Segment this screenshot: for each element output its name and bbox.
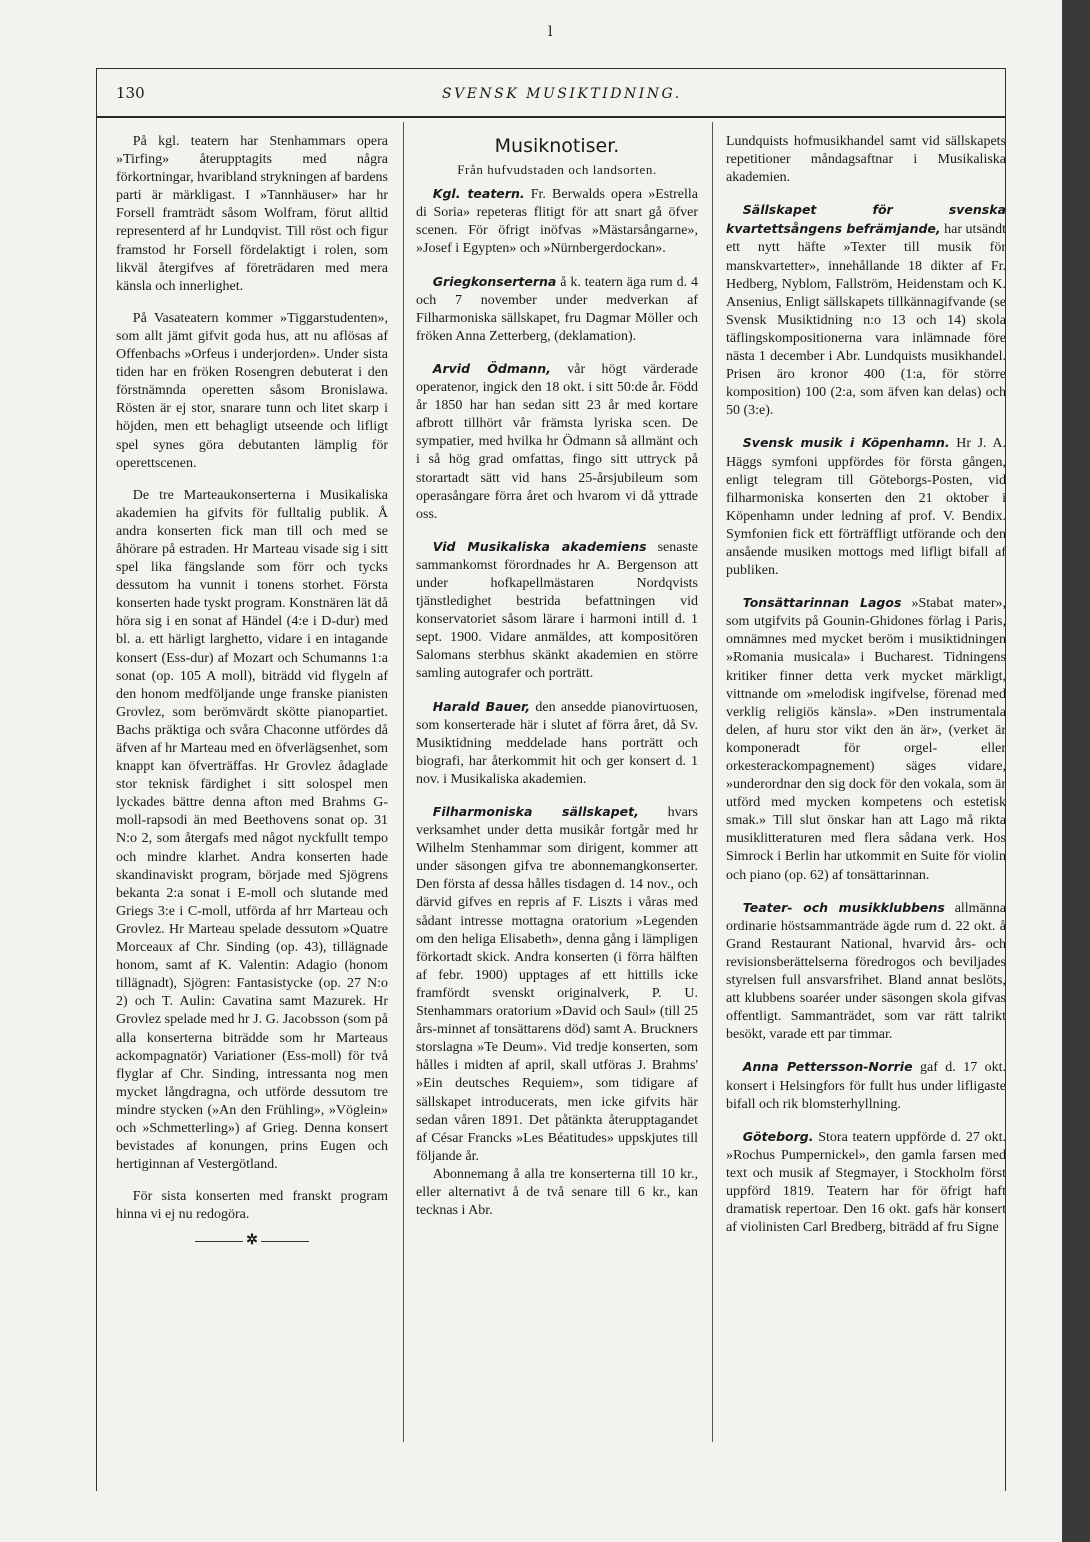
news-item: Vid Musikaliska akademiens senaste sammankomst förordnades hr A. Bergenson att under hofkapellmästaren Nordqvists tjänstledighet bestrida befattningen vid konservatoriet såsom lärare i harmoni intill d. 1 sept. 1900. Vidare anmäldes, att kompositören Salomans sterbhus skänkt akademien en större samling autografer och porträtt. (416, 538, 698, 682)
paragraph-marteau-concerts: De tre Marteaukonserterna i Musikaliska akademien ha gifvits för fulltalig publik. Å andra konserten fick man till och med se åhörare på estraden. Hr Marteau visade sig i sitt spel lika fängslande som förr och tycks dessutom ha vunnit i tonens storhet. Första konserten hade tyskt program. Konstnären lät då höra sig i en sonat af Händel (4:e i D-dur) med bl. a. ett härligt larghetto, vidare i en intagande konsert (Ess-dur) af Mozart och Schumanns 1:a sonat (op. 105 A moll), biträdd vid flygeln af den honom medföljande unge franske pianisten Grovlez, som berömvärdt skötte pianopartiet. Bachs präktiga och svåra Chaconne utfördes då äfven af hr Marteau med en öfverlägsenhet, som knappt kan öfverträffas. Hr Grovlez ådaglade stor teknisk färdighet i sitt solospel men lyckades bättre denna afton med Brahms G-moll-rapsodi än med Beethovens sonat op. 31 N:o 2, som återgafs med något nyckfullt tempo och mindre klarhet. Andra konserten hade skandinaviskt program, började med Sjögrens bekanta 2:a sonat i E-moll och slutande med Griegs 3:e i C-moll, utförda af hrr Marteau och Grovlez. Hr Marteau spelade dessutom »Quatre Morceaux af Chr. Sinding (op. 43), tillägnade honom, samt af K. Valentin: Adagio (honom tillägnadt), Sjögren: Fantasistycke (op. 27 N:o 2) och T. Aulin: Cavatina samt Mazurek. Hr Grovlez spelade med hr J. G. Jacobsson (som på alla konserterna biträdde som hr Marteaus ackompagnatör) Variationer (Ess-moll) för två flyglar af Chr. Sinding, intressanta nog men mycket långdragna, och utförde dessutom tre mindre stycken (»An den Frühling», »Vöglein» och »Schmetterling») af Grieg. Denna konsert bevistades af konungen, prins Eugen och hertiginnan af Vestergötland. (116, 487, 388, 1173)
continued-text: Lundquists hofmusikhandel samt vid sällskapets repetitioner måndagsaftnar i Musikaliska akademien. (726, 134, 1006, 186)
column-divider-left (403, 122, 404, 1442)
news-item: Anna Pettersson-Norrie gaf d. 17 okt. konsert i Helsingfors för fullt hus under lifligaste bifall och rik blomsterhyllning. (726, 1059, 1007, 1112)
section-title: Musiknotiser. (494, 135, 620, 157)
news-item: Arvid Ödmann, vår högt värderade operatenor, ingick den 18 okt. i sitt 50:de år. Född år 1850 har han sedan sitt 23 år med kortare afbrott tillhört vår främsta lyriska scen. De sympatier, med hvilka hr Ödmann så allmänt och i så hög grad omfattas, fingo sitt uttryck på storartadt sätt vid hans 25-årsjubileum som operasångare förra året och hvarom vi då yttrade oss. (416, 360, 698, 522)
ornament-divider (116, 1232, 388, 1250)
journal-title: SVENSK MUSIKTIDNING. (442, 86, 682, 102)
news-item: Göteborg. Stora teatern uppförde d. 27 okt. »Rochus Pumpernickel», den gamla farsen med text och musik af Stegmayer, i Stockholm först uppförd 1819. Teatern har för öfrigt haft dramatisk repertoar. Den 16 okt. gafs här konsert af violinisten Carl Bredberg, biträdd af fru Signe (726, 1128, 1006, 1236)
news-item: Abonnemang å alla tre konserterna till 10 kr., eller alternativt å de två senare till 6 kr., kan tecknas i Abr. (416, 1166, 698, 1219)
page-number: 130 (116, 84, 145, 102)
news-item: Filharmoniska sällskapet, hvars verksamhet under detta musikår fortgår med hr Wilhelm Stenhammar som dirigent, kommer att under säsongen gifva tre abonnemangkonserter. Den första af dessa hålles tisdagen d. 14 nov., och därvid gifves en repris af F. Liszts i våras med sådant intresse mottagna oratorium »Legenden om den heliga Elisabeth», denna gång i lämpligen förkortadt skick. Andra konserten (i förra hälften af febr. 1900) upptages af ett hittills icke framfördt svenskt originalverk, P. U. Stenhammars oratorium »David och Saul» (till 25 års-minnet af tonsättarens död) samt A. Bruckners storslagna »Te Deum». Vid tredje konserten, som hålles i midten af april, skall utföras J. Brahms' »Ein deutsches Requiem», som tidigare af sällskapet introducerats, men icke gifvits här sedan våren 1891. Det påtänkta återupptagandet af César Francks »Les Béatitudes» uppskjutes till följande år. (416, 804, 698, 1164)
paragraph-kgl-teatern: På kgl. teatern har Stenhammars opera »Tirfing» återupptagits med några förkortningar, hvaribland strykningen af bardens parti är märkligast. I »Tannhäuser» har hr Forsell framträdt såsom Wolfram, förut alltid representerd af hr Lundqvist. Till röst och figur framstod hr Forsell fördelaktigt i rolen, som likväl återgifves af företrädaren med mera känsla och innerlighet. (116, 134, 388, 294)
news-keyword: Svensk musik i Köpenhamn. (742, 435, 950, 451)
news-keyword: Anna Pettersson-Norrie (742, 1059, 913, 1075)
news-keyword: Sällskapet för svenska kvartettsångens befrämjande, (726, 202, 1006, 237)
column-right (726, 133, 1006, 1237)
header-rule (96, 116, 1006, 118)
news-item: Harald Bauer, den ansedde pianovirtuosen, som konserterade här i slutet af förra året, då Sv. Musiktidning meddelade hans porträtt och biografi, har återkommit hit och ger konsert d. 1 nov. i Musikaliska akademien. (416, 698, 698, 787)
news-keyword: Tonsättarinnan Lagos (742, 595, 902, 611)
news-item: Svensk musik i Köpenhamn. Hr J. A. Häggs symfoni uppfördes för första gången, enligt telegram till Göteborgs-Posten, vid filharmoniska konserten den 21 oktober i Köpenhamn under ledning af prof. V. Bendix. Symfonien fick ett förträffligt utförande och den ansående musiken mottogs med lifligt bifall af publiken. (726, 435, 1006, 579)
paragraph-vasateatern: På Vasateatern kommer »Tiggarstudenten», som allt jämt gifvit goda hus, att nu aflösas af Offenbachs »Orfeus i underjorden». Under sista tiden har en fröken Rosengren debuterat i den förstnämnda operetten såsom Bronislawa. Rösten är ej stor, snarare tunn och litet skarp i höjden, men ett behagligt utseende och lifligt spel synes göra debutanten lämplig för operettscenen. (116, 310, 388, 471)
top-mark: l (548, 24, 553, 40)
news-item: Kgl. teatern. Fr. Berwalds opera »Estrella di Soria» repeteras flitigt för att snart gå öfver scenen. För öfrigt inöfvas »Mästarsångarne», »Josef i Egypten» och »Nürnbergerdockan». (416, 186, 698, 257)
news-item: Teater- och musikklubbens allmänna ordinarie höstsammanträde ägde rum d. 22 okt. å Grand Restaurant National, hvarvid års- och revisionsberättelserna föredrogos och beviljades styrelsen full ansvarsfrihet. Bland annat beslöts, att klubbens soaréer under säsongen skola gifvas offentligt. Sammanträdet, som var rätt talrikt besökt, varade ett par timmar. (726, 899, 1006, 1043)
news-keyword: Vid Musikaliska akademiens (432, 538, 647, 554)
news-keyword: Filharmoniska sällskapet, (432, 804, 639, 819)
paragraph-last-concert: För sista konserten med franskt program hinna vi ej nu redogöra. (116, 1189, 388, 1223)
news-keyword: Arvid Ödmann, (432, 360, 551, 376)
news-keyword: Kgl. teatern. (432, 186, 525, 202)
column-middle (416, 133, 698, 1220)
news-item: Tonsättarinnan Lagos »Stabat mater», som utgifvits på Gounin-Ghidones förlag i Paris, omnämnes med mycket beröm i musiktidningen »Romania musicala» i Bucharest. Tidningens kritiker finner detta verk mycket märkligt, vittnande om »melodisk ingifvelse, förenad med verklig religiös känsla». »Den instrumentala delen, af huru stor vikt den än är», (verket är komponeradt för orgel- eller orkesterackompagnement) säges vidare, »underordnar den sig dock för den vokala, som är utförd med mycken kompetens och estetisk smak.» Till slut önskar han att Lago må rikta musiklitteraturen med flera sådana verk. Hos Simrock i Berlin har utkommit en Suite för violin och piano (op. 62) af tonsättarinnan. (726, 595, 1006, 883)
news-item: Griegkonserterna å k. teatern äga rum d. 4 och 7 november under medverkan af Filharmoniska sällskapet, fru Dagmar Möller och fröken Anna Zetterberg, (deklamation). (416, 273, 698, 344)
news-keyword: Göteborg. (742, 1128, 814, 1144)
news-keyword: Griegkonserterna (432, 273, 557, 289)
news-keyword: Teater- och musikklubbens (742, 899, 945, 915)
column-left (116, 133, 388, 1251)
news-item: Sällskapet för svenska kvartettsångens befrämjande, har utsändt ett nytt häfte »Texter till musik för manskvartetter», innehållande 18 dikter af Fr. Hedberg, Nyblom, Fallström, Heidenstam och K. Ansenius, Enligt sällskapets tillkännagifvande (se Svensk Musiktidning n:o 13 och 14) skola täflingskompositionerna vara inlämnade före nästa 1 december i Abr. Lundquists musikhandel. Prisen äro kronor 400 (1:a, för större komposition) 100 (2:a, som äfven kan delas) och 50 (3:e). (726, 202, 1006, 419)
column-divider-right (712, 122, 713, 1442)
section-subheading: Från hufvudstaden och landsorten. (457, 162, 657, 178)
ornament-icon: ✲ (246, 1233, 258, 1249)
news-keyword: Harald Bauer, (432, 698, 531, 714)
